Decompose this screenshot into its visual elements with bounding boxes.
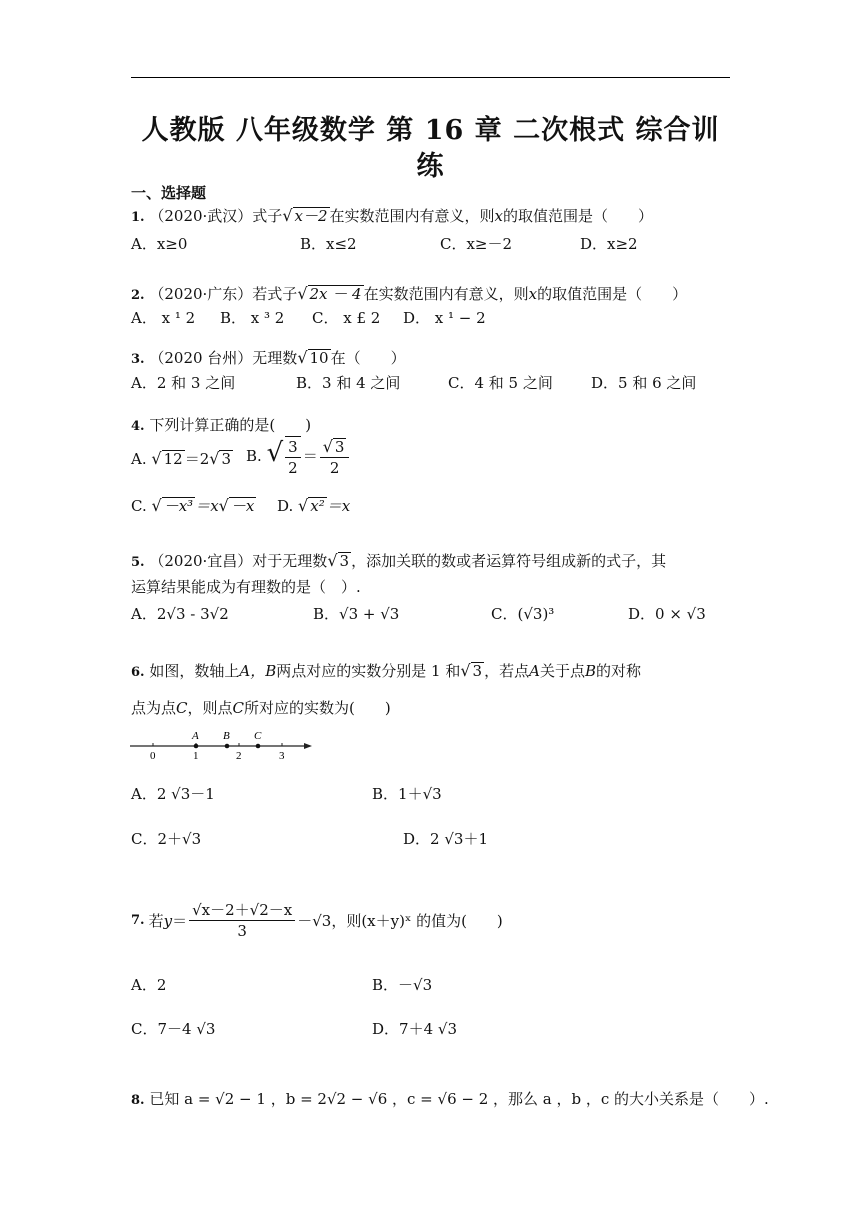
question-text: （2020·宜昌）对于无理数 (149, 552, 328, 570)
option-b: B．－√3 (372, 976, 433, 994)
question-text: 若 (148, 912, 164, 930)
radicand: x² (310, 497, 325, 515)
point-label-a: A (192, 730, 199, 742)
expression: 0 × √3 (655, 605, 706, 623)
option-label: B. (246, 447, 262, 465)
variable: A (529, 662, 540, 680)
tick-label: 2 (236, 750, 242, 762)
option-a: A．2 √3－1 (131, 785, 215, 803)
question-text: （2020·广东）若式子 (149, 285, 298, 303)
radicand: 3 (339, 552, 350, 570)
sqrt-sign: √ (218, 496, 229, 515)
option-d: D．2 √3＋1 (403, 830, 488, 848)
expression: ＝x (326, 497, 351, 515)
sqrt-sign: √ (151, 496, 162, 515)
radicand: 10 (309, 349, 329, 367)
sqrt-sign: √ (151, 449, 162, 468)
question-2 (131, 283, 687, 304)
option-label: D． (628, 605, 656, 623)
option-b (246, 436, 351, 478)
sqrt-sign: √ (266, 438, 284, 468)
question-8 (131, 1088, 769, 1109)
question-number: 5. (131, 555, 145, 570)
question-text: 的取值范围是（ ） (537, 285, 688, 303)
question-number: 7. (131, 913, 145, 928)
point-label-c: C (254, 730, 262, 742)
tick-label: 3 (279, 750, 285, 762)
option-a (131, 448, 233, 469)
expression: ＝x (195, 497, 219, 515)
sqrt-sign: √ (298, 496, 309, 515)
question-5-line2: 运算结果能成为有理数的是（ ）. (131, 578, 361, 596)
variable: y (163, 911, 173, 930)
option-b (313, 603, 399, 624)
point-label-b: B (223, 730, 230, 742)
numerator: √x－2＋√2－x (189, 900, 295, 921)
numerator: 3 (285, 437, 301, 458)
radicand: 12 (163, 450, 183, 468)
denominator: 2 (329, 458, 340, 477)
option-c: C．2＋√3 (131, 830, 202, 848)
question-7 (131, 900, 503, 941)
sqrt-sign: √ (460, 661, 471, 680)
question-text: 在实数范围内有意义，则 (329, 207, 495, 225)
question-text: －√3，则(x＋y)ˣ 的值为( ) (297, 912, 503, 930)
expression: ＝ (172, 912, 188, 930)
question-1 (131, 205, 653, 226)
question-number: 6. (131, 665, 145, 680)
radicand: 3 (221, 450, 231, 468)
radicand: 3 (472, 662, 483, 680)
question-number: 4. (131, 419, 145, 434)
question-text: 关于点 (539, 662, 585, 680)
radicand: x－2 (294, 207, 328, 225)
tick-label: 0 (150, 750, 156, 762)
sqrt-sign: √ (327, 551, 338, 570)
denominator: 3 (237, 922, 247, 940)
question-5 (131, 550, 666, 571)
option-label: A． (131, 605, 157, 623)
variable: B (584, 662, 596, 680)
question-3 (131, 347, 406, 368)
option-d (628, 603, 706, 624)
radicand: －x (230, 497, 255, 515)
option-label: A. (131, 450, 147, 468)
arrow-icon (304, 743, 312, 749)
variable: C (232, 699, 244, 717)
variable: A，B (239, 662, 277, 680)
sqrt-sign: √ (322, 436, 333, 456)
option-a: A． x ¹ 2 (131, 309, 196, 327)
option-d: D．5 和 6 之间 (591, 374, 697, 392)
option-label: C. (131, 497, 147, 515)
expression: √3 + √3 (339, 605, 400, 623)
expression: ＝ (302, 447, 318, 465)
question-text: ，添加关联的数或者运算符号组成新的式子，其 (351, 552, 667, 570)
sqrt-sign: √ (282, 206, 293, 225)
number-line (128, 727, 318, 763)
option-b: B． x ³ 2 (220, 309, 285, 327)
radicand: 2x － 4 (309, 285, 362, 303)
option-label: C． (491, 605, 518, 623)
question-text: （2020·武汉）式子 (149, 207, 283, 225)
option-d: D．7＋4 √3 (372, 1020, 457, 1038)
option-label: B． (313, 605, 340, 623)
numerator (320, 437, 350, 458)
option-a: A．2 (131, 976, 167, 994)
option-d (277, 495, 350, 516)
fraction (189, 900, 295, 941)
question-text: 所对应的实数为( ) (244, 699, 391, 717)
question-number: 3. (131, 352, 145, 367)
question-6 (131, 660, 641, 681)
point-a (194, 744, 199, 749)
question-number: 8. (131, 1093, 145, 1108)
question-text: 的对称 (595, 662, 641, 680)
option-a: A．x≥0 (131, 235, 188, 253)
question-text: ，则点 (187, 699, 233, 717)
question-4 (131, 414, 311, 435)
section-heading: 一、选择题 (131, 184, 207, 202)
question-text: 下列计算正确的是( ) (149, 416, 312, 434)
question-6-line2 (131, 697, 391, 718)
expression: (√3)³ (517, 605, 555, 623)
fraction (320, 437, 350, 478)
question-text: 两点对应的实数分别是 1 和 (276, 662, 461, 680)
header-rule (131, 77, 730, 78)
option-d: D．x≥2 (580, 235, 638, 253)
option-c: C．4 和 5 之间 (448, 374, 553, 392)
page-title-line2: 练 (416, 151, 445, 182)
question-text: 如图，数轴上 (149, 662, 240, 680)
option-b: B．1＋√3 (372, 785, 442, 803)
question-text: 在（ ） (330, 349, 406, 367)
variable: C (176, 699, 188, 717)
option-c (491, 603, 554, 624)
option-label: D. (277, 497, 294, 515)
variable: x (494, 207, 504, 225)
radicand: 3 (334, 437, 345, 456)
point-c (256, 744, 261, 749)
sqrt-sign: √ (209, 449, 220, 468)
option-d: D． x ¹ − 2 (403, 309, 486, 327)
question-number: 1. (131, 210, 145, 225)
option-c: C．7－4 √3 (131, 1020, 216, 1038)
page-title-line1: 人教版 八年级数学 第 16 章 二次根式 综合训 (141, 115, 720, 146)
expression: 2√3 - 3√2 (156, 605, 229, 623)
option-b: B．x≤2 (300, 235, 357, 253)
tick-label: 1 (193, 750, 199, 762)
question-text: ，若点 (484, 662, 530, 680)
radicand: －x³ (163, 497, 194, 515)
question-text: 点为点 (131, 699, 177, 717)
denominator: 2 (288, 459, 298, 477)
option-c: C．x≥－2 (440, 235, 513, 253)
sqrt-sign: √ (297, 348, 308, 367)
fraction (285, 436, 301, 478)
option-b: B．3 和 4 之间 (296, 374, 401, 392)
option-a (131, 603, 229, 624)
option-c (131, 495, 256, 516)
question-text: 在实数范围内有意义，则 (363, 285, 529, 303)
expression: ＝2 (184, 450, 210, 468)
question-text: （2020 台州）无理数 (149, 349, 298, 367)
option-a: A．2 和 3 之间 (131, 374, 236, 392)
question-text: 已知 a = √2 − 1 ，b = 2√2 − √6 ，c = √6 − 2 ，那么 a ，b ，c 的大小关系是（ ）. (149, 1090, 769, 1108)
variable: x (528, 285, 538, 303)
question-number: 2. (131, 288, 145, 303)
point-b (225, 744, 230, 749)
sqrt-sign: √ (297, 284, 308, 303)
question-text: 的取值范围是（ ） (503, 207, 654, 225)
option-c: C． x £ 2 (312, 309, 381, 327)
